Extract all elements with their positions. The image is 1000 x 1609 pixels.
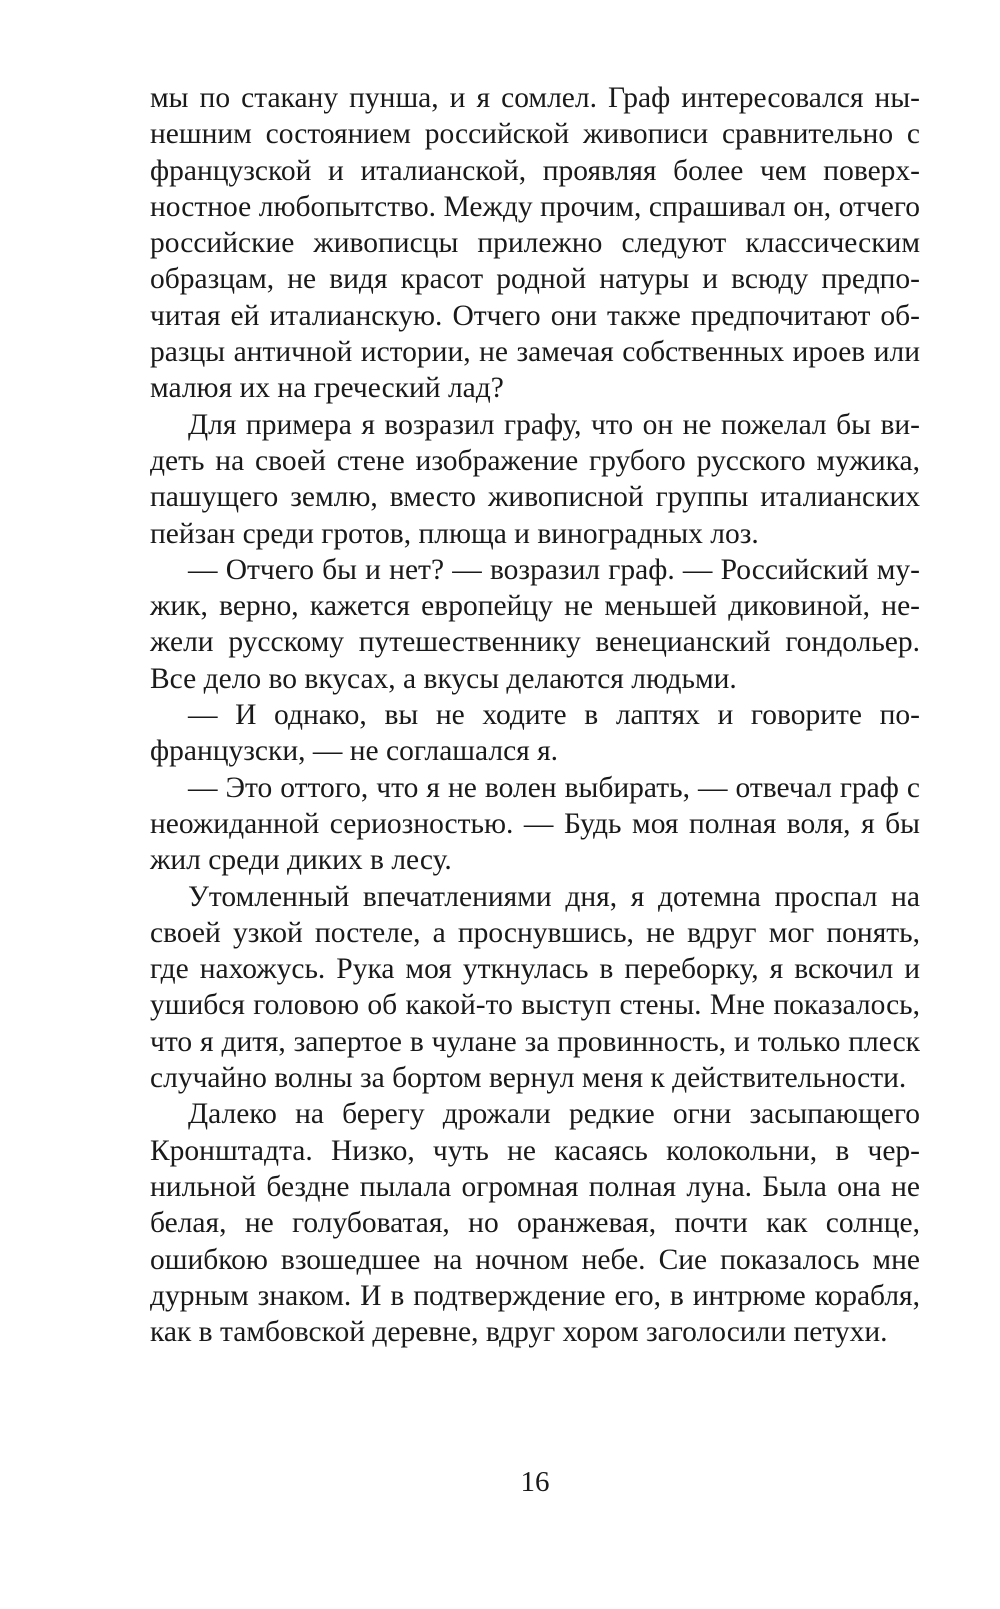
page-number: 16 <box>520 1466 550 1498</box>
paragraph: — И однако, вы не ходите в лаптях и говорите по-французски, — не соглашался я. <box>150 699 920 768</box>
body-text <box>150 80 920 1350</box>
paragraph: мы по стакану пунша, и я сомлел. Граф интересовался нынешним состоянием российской живописи сравнительно с французской и италианской, проявляя более чем поверхностное любопытство. Между прочим, спрашивал он, отчего российские живописцы прилежно следуют классическим образцам, не видя красот родной натуры и всюду предпочитая ей италианскую. Отчего они также предпочитают образцы античной истории, не замечая собственных ироев или малюя их на греческий лад? <box>150 82 920 405</box>
paragraph: — Это оттого, что я не волен выбирать, — отвечал граф с неожиданной сериозностью. — Будь моя полная воля, я бы жил среди диких в лесу. <box>150 771 920 877</box>
paragraph: Далеко на берегу дрожали редкие огни засыпающего Кронштадта. Низко, чуть не касаясь колокольни, в чернильной бездне пылала огромная полная луна. Была она не белая, не голубоватая, но оранжевая, почти как солнце, ошибкою взошедшее на ночном небе. Сие показалось мне дурным знаком. И в подтверждение его, в интрюме корабля, как в тамбовской деревне, вдруг хором заголосили петухи. <box>150 1098 920 1349</box>
paragraph: — Отчего бы и нет? — возразил граф. — Российский мужик, верно, кажется европейцу не меньшей диковиной, нежели русскому путешественнику венецианский гондольер. Все дело во вкусах, а вкусы делаются людьми. <box>150 553 920 695</box>
paragraph: Для примера я возразил графу, что он не пожелал бы видеть на своей стене изображение грубого русского мужика, пашущего землю, вместо живописной группы италианских пейзан среди гротов, плюща и виноградных лоз. <box>150 408 920 550</box>
paragraph: Утомленный впечатлениями дня, я дотемна проспал на своей узкой постеле, а проснувшись, не вдруг мог понять, где нахожусь. Рука моя уткнулась в переборку, я вскочил и ушибся головою об какой-то выступ стены. Мне показалось, что я дитя, запертое в чулане за провинность, и только плеск случайно волны за бортом вернул меня к действительности. <box>150 880 920 1095</box>
